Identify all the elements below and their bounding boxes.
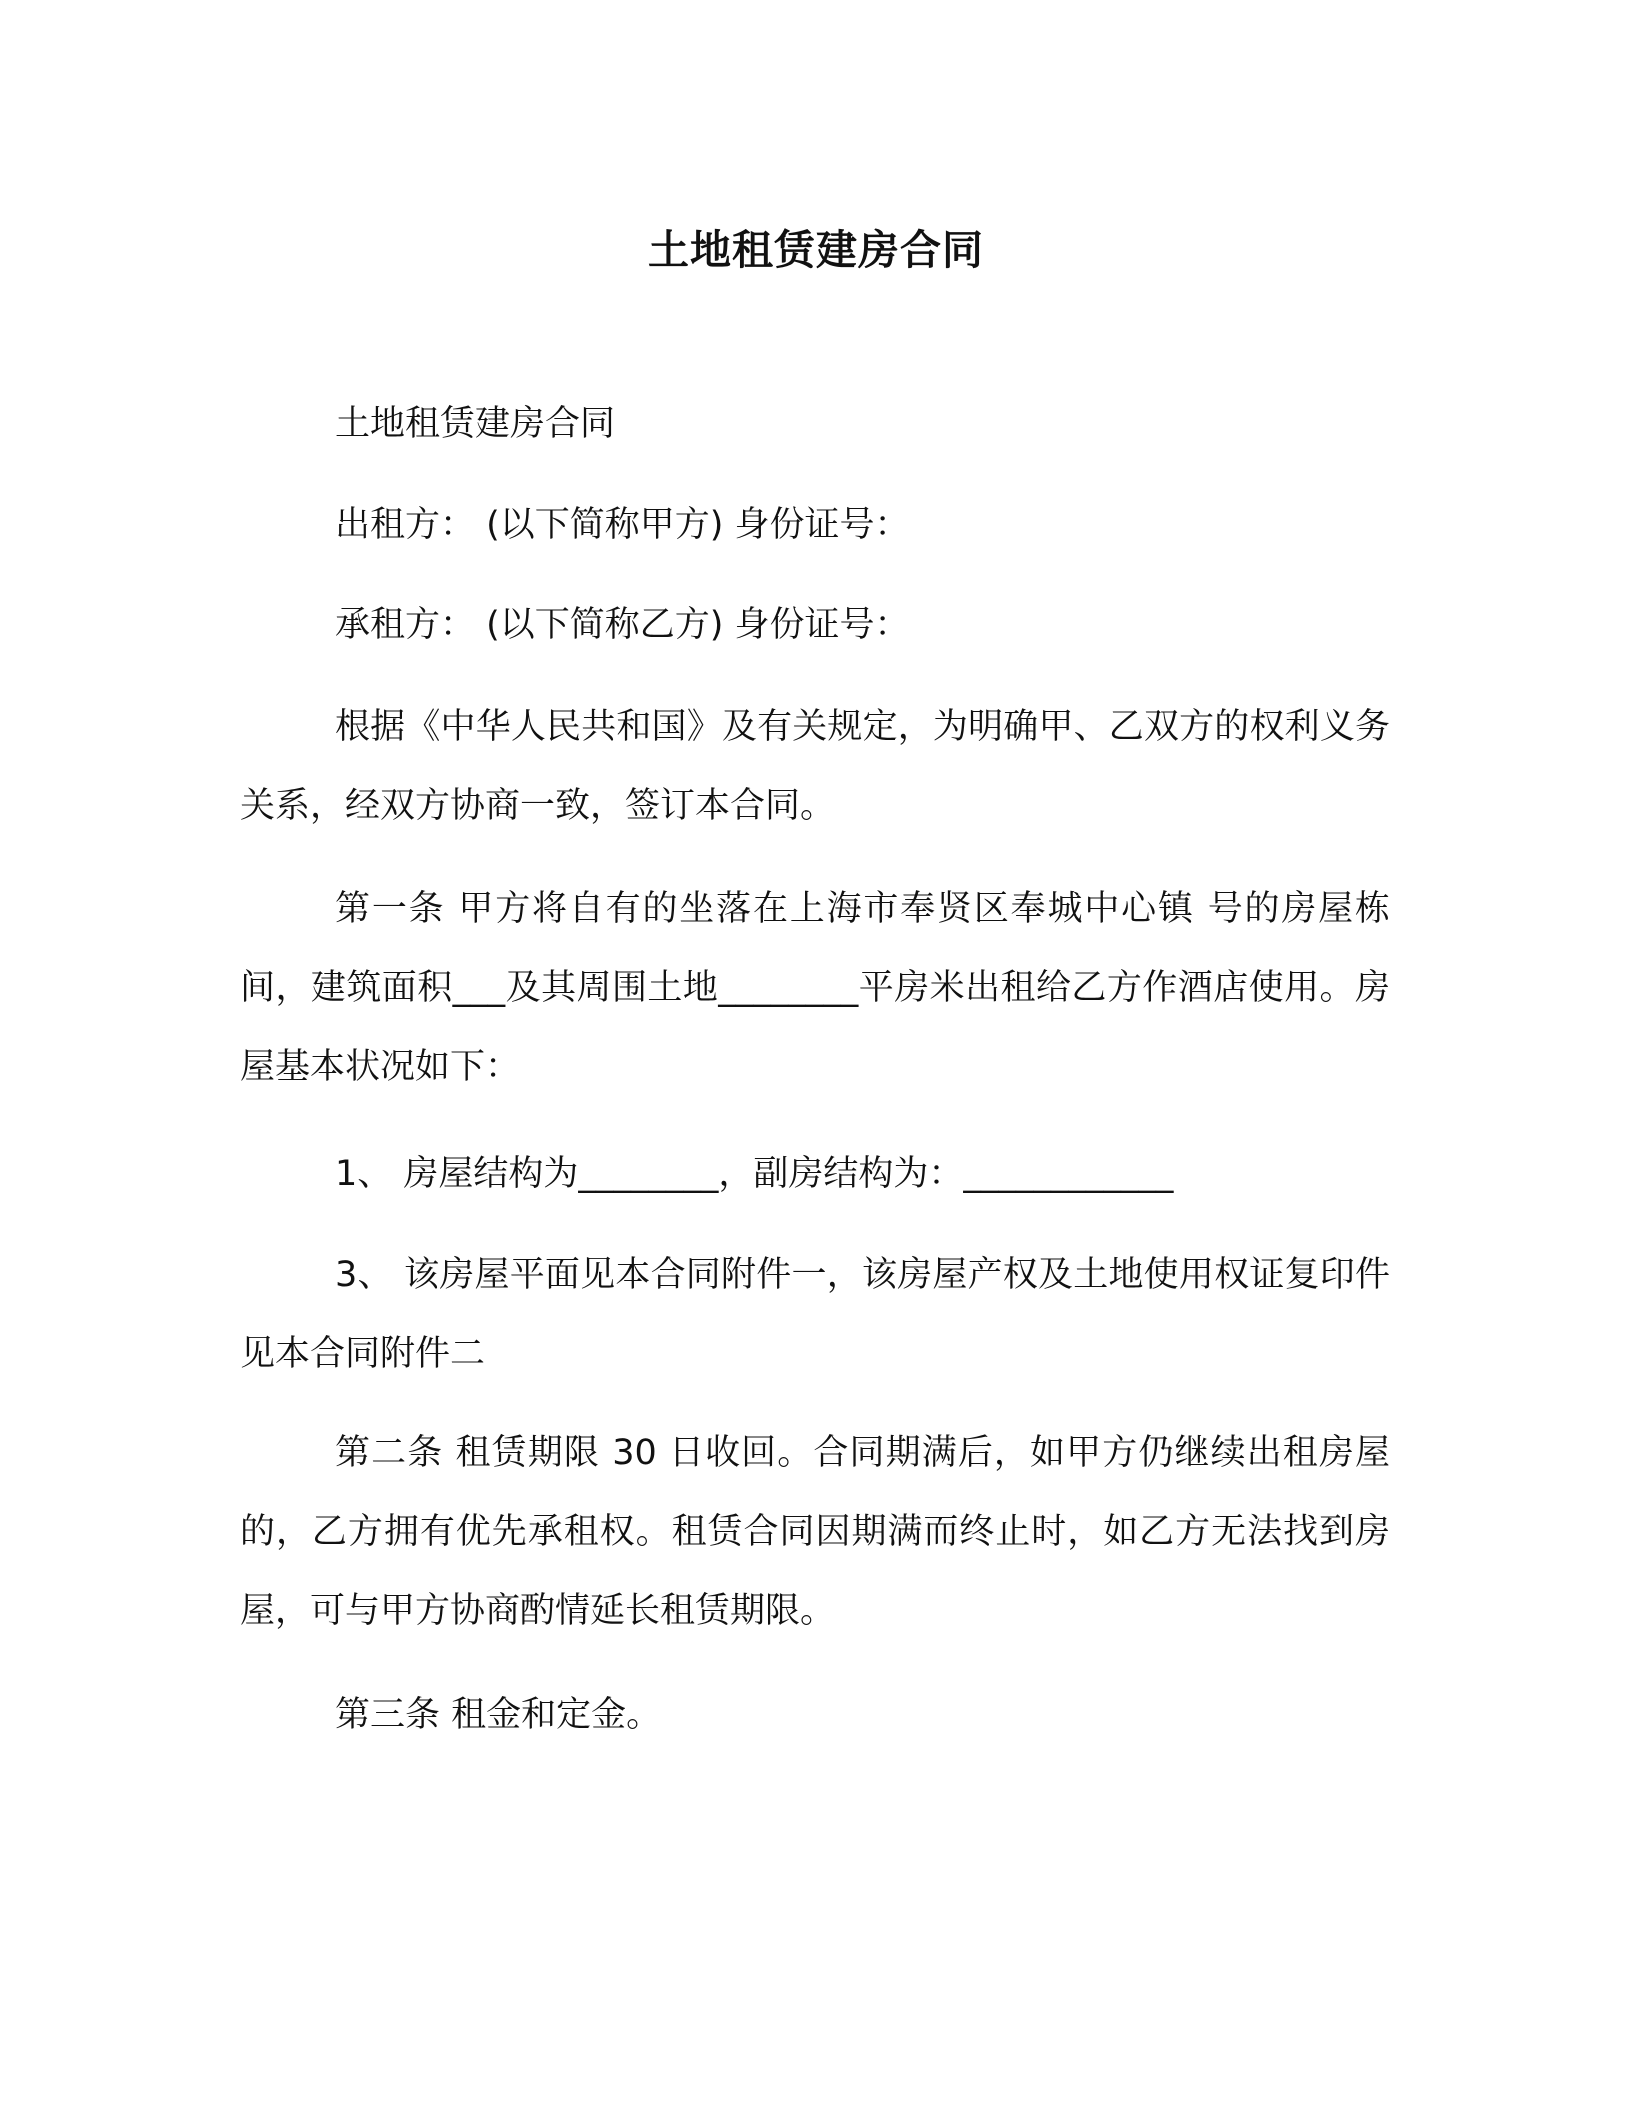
- paragraph-article-1: 第一条 甲方将自有的坐落在上海市奉贤区奉城中心镇 号的房屋栋 间，建筑面积___及其周围土地________平房米出租给乙方作酒店使用。房屋基本状况如下：: [240, 889, 1390, 1087]
- paragraph-item-1: 1、 房屋结构为________，副房结构为：____________: [335, 1154, 1174, 1194]
- document-title: 土地租赁建房合同: [648, 226, 984, 274]
- paragraph-article-2: 第二条 租赁期限 30 日收回。合同期满后，如甲方仍继续出租房屋的，乙方拥有优先承租权。租赁合同因期满而终止时，如乙方无法找到房屋，可与甲方协商酌情延长租赁期限。: [240, 1433, 1390, 1631]
- paragraph-lessee: 承租方： (以下简称乙方) 身份证号：: [335, 605, 910, 645]
- paragraph-subtitle: 土地租赁建房合同: [335, 404, 616, 444]
- paragraph-item-3: 3、 该房屋平面见本合同附件一，该房屋产权及土地使用权证复印件见本合同附件二: [240, 1255, 1390, 1374]
- paragraph-article-3: 第三条 租金和定金。: [335, 1695, 662, 1735]
- paragraph-lessor: 出租方： (以下简称甲方) 身份证号：: [335, 505, 910, 545]
- paragraph-preamble: 根据《中华人民共和国》及有关规定，为明确甲、乙双方的权利义务关系，经双方协商一致，签订本合同。: [240, 707, 1390, 826]
